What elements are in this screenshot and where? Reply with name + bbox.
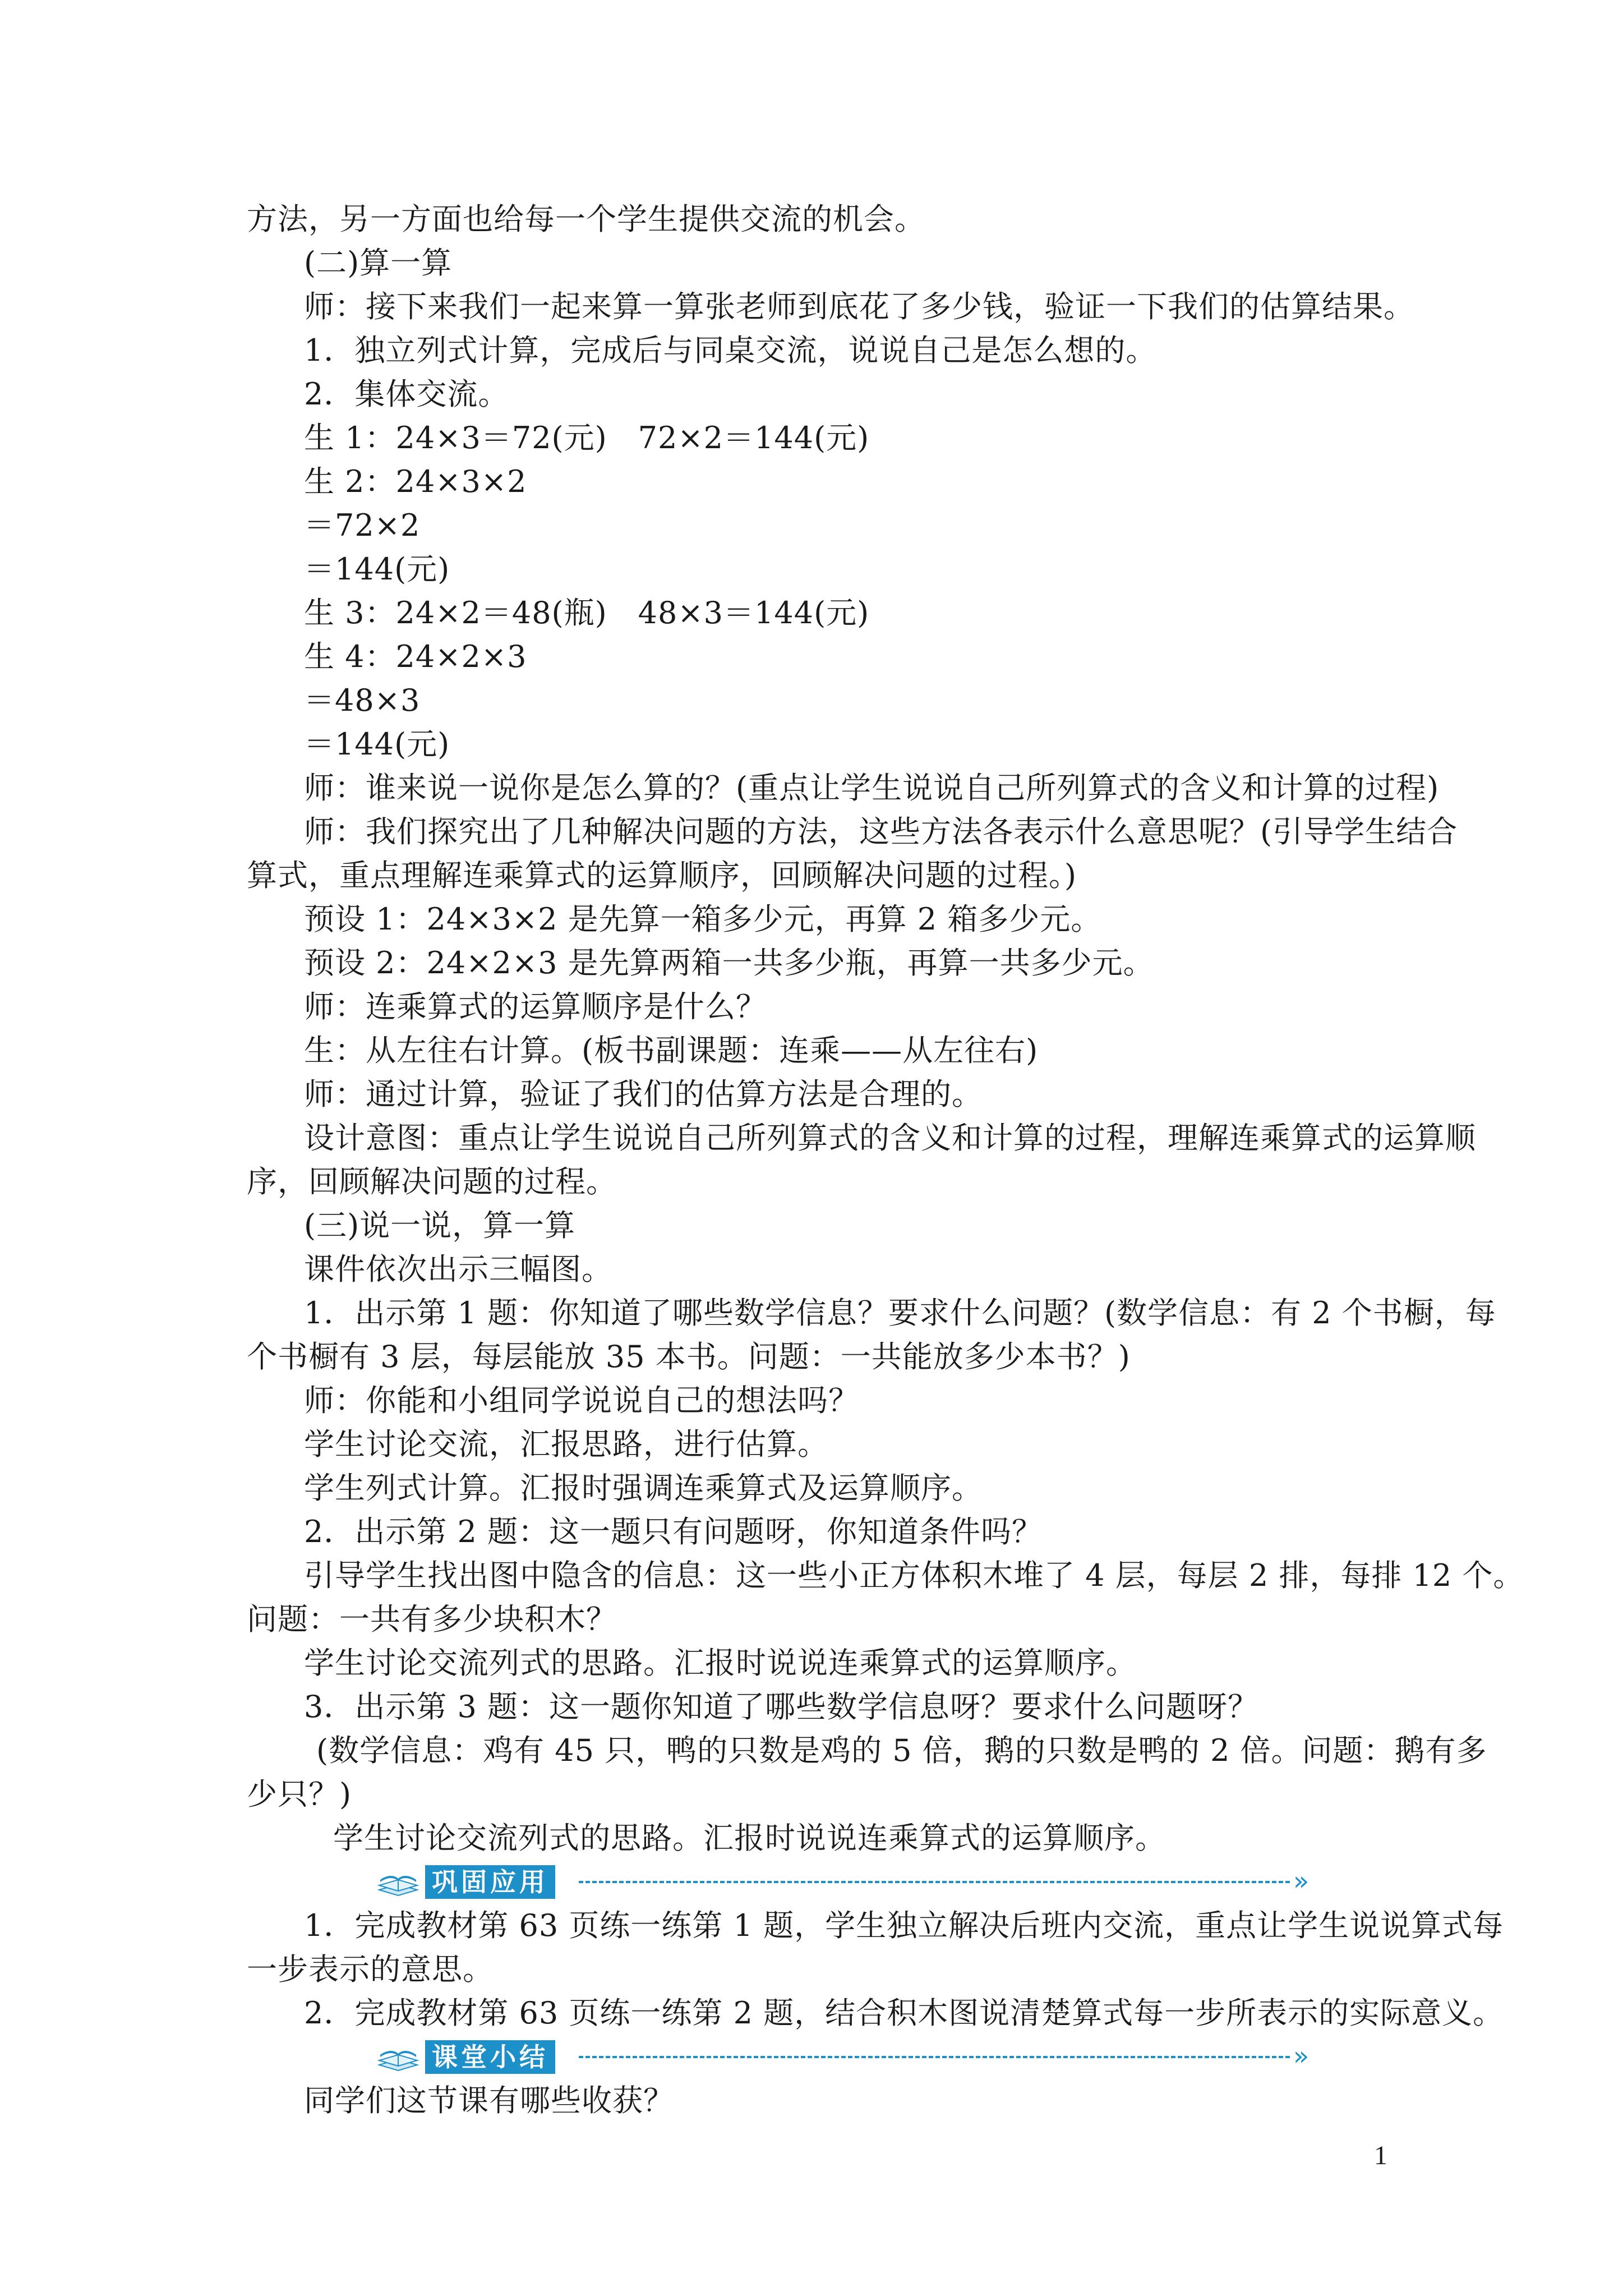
book-stack-icon [376,1865,421,1899]
equation-line: ＝72×2 [304,508,421,543]
text-line: 师：连乘算式的运算顺序是什么？ [304,989,767,1024]
text-line: 师：你能和小组同学说说自己的想法吗？ [304,1383,859,1418]
text-line: 师：谁来说一说你是怎么算的？(重点让学生说说自己所列算式的含义和计算的过程) [304,770,1440,806]
text-line: 1．独立列式计算，完成后与同桌交流，说说自己是怎么想的。 [304,333,1157,368]
exercise-line: 2．完成教材第 63 页练一练第 2 题，结合积木图说清楚算式每一步所表示的实际意义。 [304,1995,1504,2031]
equation-line: ＝144(元) [304,726,450,762]
design-intent-line: 序，回顾解决问题的过程。 [247,1164,617,1199]
equation-line: ＝144(元) [304,551,450,587]
exercise-line: 一步表示的意思。 [247,1952,494,1987]
text-line: 个书橱有 3 层，每层能放 35 本书。问题：一共能放多少本书？) [247,1339,1131,1374]
text-line: 少只？) [247,1777,352,1812]
text-line: 1．出示第 1 题：你知道了哪些数学信息？要求什么问题？(数学信息：有 2 个书橱，每 [304,1295,1496,1331]
section-banner [376,2040,555,2074]
equation-line: 生 3：24×2＝48(瓶) 48×3＝144(元) [304,595,870,631]
text-line: 预设 1：24×3×2 是先算一箱多少元，再算 2 箱多少元。 [304,901,1102,937]
text-line: 3．出示第 3 题：这一题你知道了哪些数学信息呀？要求什么问题呀？ [304,1689,1259,1724]
text-line: 预设 2：24×2×3 是先算两箱一共多少瓶，再算一共多少元。 [304,945,1154,981]
double-chevron-right-icon: » [1293,1866,1310,1896]
text-line: 学生讨论交流列式的思路。汇报时说说连乘算式的运算顺序。 [304,1645,1137,1681]
text-line: 师：我们探究出了几种解决问题的方法，这些方法各表示什么意思呢？(引导学生结合 [304,814,1458,849]
dashed-rule [579,1881,1290,1883]
text-line: 方法，另一方面也给每一个学生提供交流的机会。 [247,201,925,237]
text-line: 2．集体交流。 [304,376,509,412]
equation-line: 生 2：24×3×2 [304,464,527,499]
section-header-summary [247,2035,1402,2079]
design-intent-line: 设计意图：重点让学生说说自己所列算式的含义和计算的过程，理解连乘算式的运算顺 [304,1120,1476,1156]
book-stack-icon [376,2040,421,2074]
subheading-suan-yi-suan: (二)算一算 [304,245,453,280]
dashed-rule [579,2056,1290,2058]
summary-line: 同学们这节课有哪些收获？ [304,2083,674,2118]
text-line: 学生讨论交流列式的思路。汇报时说说连乘算式的运算顺序。 [333,1820,1166,1856]
page-number: 1 [1374,2141,1387,2170]
equation-line: ＝48×3 [304,683,421,718]
text-line: 学生列式计算。汇报时强调连乘算式及运算顺序。 [304,1470,983,1506]
subheading-shuo-yi-shuo: (三)说一说，算一算 [304,1208,576,1243]
text-line: 问题：一共有多少块积木？ [247,1602,617,1637]
text-line: 2．出示第 2 题：这一题只有问题呀，你知道条件吗？ [304,1514,1043,1549]
text-line: 师：通过计算，验证了我们的估算方法是合理的。 [304,1076,983,1112]
exercise-line: 1．完成教材第 63 页练一练第 1 题，学生独立解决后班内交流，重点让学生说说算式每 [304,1908,1504,1943]
text-line: 学生讨论交流，汇报思路，进行估算。 [304,1427,828,1462]
text-line: 课件依次出示三幅图。 [304,1251,612,1287]
text-line: 引导学生找出图中隐含的信息：这一些小正方体积木堆了 4 层，每层 2 排，每排 12 个。 [304,1558,1524,1593]
text-line: 生：从左往右计算。(板书副课题：连乘——从左往右) [304,1033,1039,1068]
text-line: 算式，重点理解连乘算式的运算顺序，回顾解决问题的过程。) [247,858,1077,893]
section-title: 课堂小结 [425,2040,555,2074]
section-header-consolidation [247,1860,1402,1904]
text-line: (数学信息：鸡有 45 只，鸭的只数是鸡的 5 倍，鹅的只数是鸭的 2 倍。问题：鹅有多 [316,1733,1487,1768]
body-text [247,197,1524,2123]
double-chevron-right-icon: » [1293,2041,1310,2071]
section-title: 巩固应用 [425,1865,555,1899]
equation-line: 生 4：24×2×3 [304,639,527,674]
text-line: 师：接下来我们一起来算一算张老师到底花了多少钱，验证一下我们的估算结果。 [304,289,1414,324]
section-banner [376,1865,555,1899]
equation-line: 生 1：24×3＝72(元) 72×2＝144(元) [304,420,870,455]
